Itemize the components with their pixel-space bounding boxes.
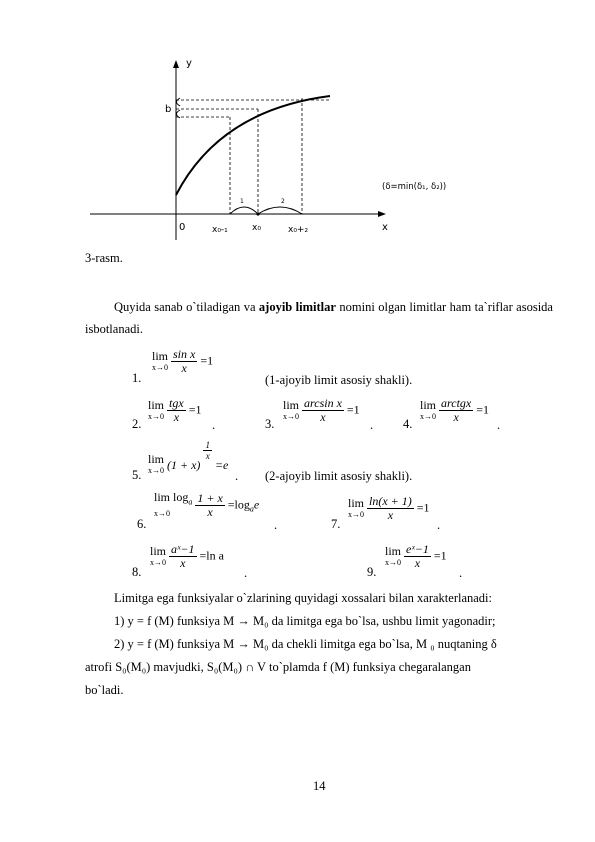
- mark-2: 2: [281, 198, 285, 205]
- bold-term: ajoyib limitlar: [258, 300, 336, 314]
- formula-5-note: (2-ajoyib limit asosiy shakli).: [265, 469, 413, 483]
- property-1: 1) y = f (M) funksiya M → M₀ da limitga ega bo`lsa, ushbu limit yagonadir;: [114, 614, 496, 628]
- x0-plus-label: x₀+₂: [288, 225, 309, 235]
- formula-3: lim x→0 $\frac{\text{arcsin x}}{x}$ =1: [283, 396, 360, 424]
- formula-7: lim x→0 $\frac{\ln(x + 1)}{x}$ =1: [348, 494, 430, 522]
- formula-6-number: 6.: [137, 517, 147, 531]
- formula-5: lim x→0 (1 + x) $\frac{1}{x}$ =e: [148, 440, 229, 475]
- formula-1-number: 1.: [132, 371, 142, 385]
- mark-1: 1: [240, 198, 244, 205]
- property-2-line1: 2) y = f (M) funksiya M → M₀ da chekli limitga ega bo`lsa, M ₀ nuqtaning δ: [114, 637, 497, 651]
- formula-8: lim x→0 $\frac{\text{aˣ−1}}{x}$ =ln a: [150, 542, 224, 570]
- function-curve: [176, 96, 330, 195]
- formula-7-number: 7.: [331, 517, 341, 531]
- page-number: 14: [313, 779, 326, 793]
- x0-label: x₀: [252, 223, 261, 233]
- formula-8-number: 8.: [132, 565, 142, 579]
- property-2-line3: bo`ladi.: [85, 683, 124, 697]
- formula-2-number: 2.: [132, 417, 142, 431]
- x0-minus-label: x₀-₁: [212, 225, 228, 235]
- formula-1: lim x→0 $\frac{\text{sin x}}{x}$ =1: [152, 347, 214, 375]
- origin-label: 0: [179, 222, 186, 233]
- formula-9-number: 9.: [367, 565, 377, 579]
- b-label: b: [165, 104, 172, 115]
- figure-caption: 3-rasm.: [85, 251, 123, 265]
- x-axis-arrow: [378, 211, 386, 217]
- x-axis-label: x: [382, 222, 388, 233]
- formula-1-note: (1-ajoyib limit asosiy shakli).: [265, 373, 413, 387]
- properties-intro: Limitga ega funksiyalar o`zlarining quyidagi xossalari bilan xarakterlanadi:: [114, 591, 492, 605]
- y-axis-arrow: [173, 60, 179, 68]
- delta-note: (δ=min(δ₁, δ₂)): [382, 182, 447, 192]
- formula-3-number: 3.: [265, 417, 275, 431]
- formula-4-number: 4.: [403, 417, 413, 431]
- formula-4: lim x→0 $\frac{\text{arctgx}}{x}$ =1: [420, 396, 490, 424]
- y-axis-label: y: [186, 58, 192, 69]
- property-2-line2: atrofi S₀(M₀) mavjudki, S₀(M₀) ∩ V to`plamda f (M) funksiya chegaralangan: [85, 660, 471, 674]
- intro-paragraph: Quyida sanab o`tiladigan va ajoyib limitlar nomini olgan limitlar ham ta`riflar asosida isbotlanadi.: [85, 300, 553, 336]
- formula-2: lim x→0 $\frac{\text{tgx}}{x}$ =1: [148, 396, 202, 424]
- formula-6: $\lim \log_a$ x→0 $\frac{1 + x}{x}$ $=\log_ae$: [154, 490, 260, 519]
- formula-5-number: 5.: [132, 468, 142, 482]
- limit-figure: [80, 50, 480, 250]
- formula-9: lim x→0 $\frac{\text{eˣ−1}}{x}$ =1: [385, 542, 447, 570]
